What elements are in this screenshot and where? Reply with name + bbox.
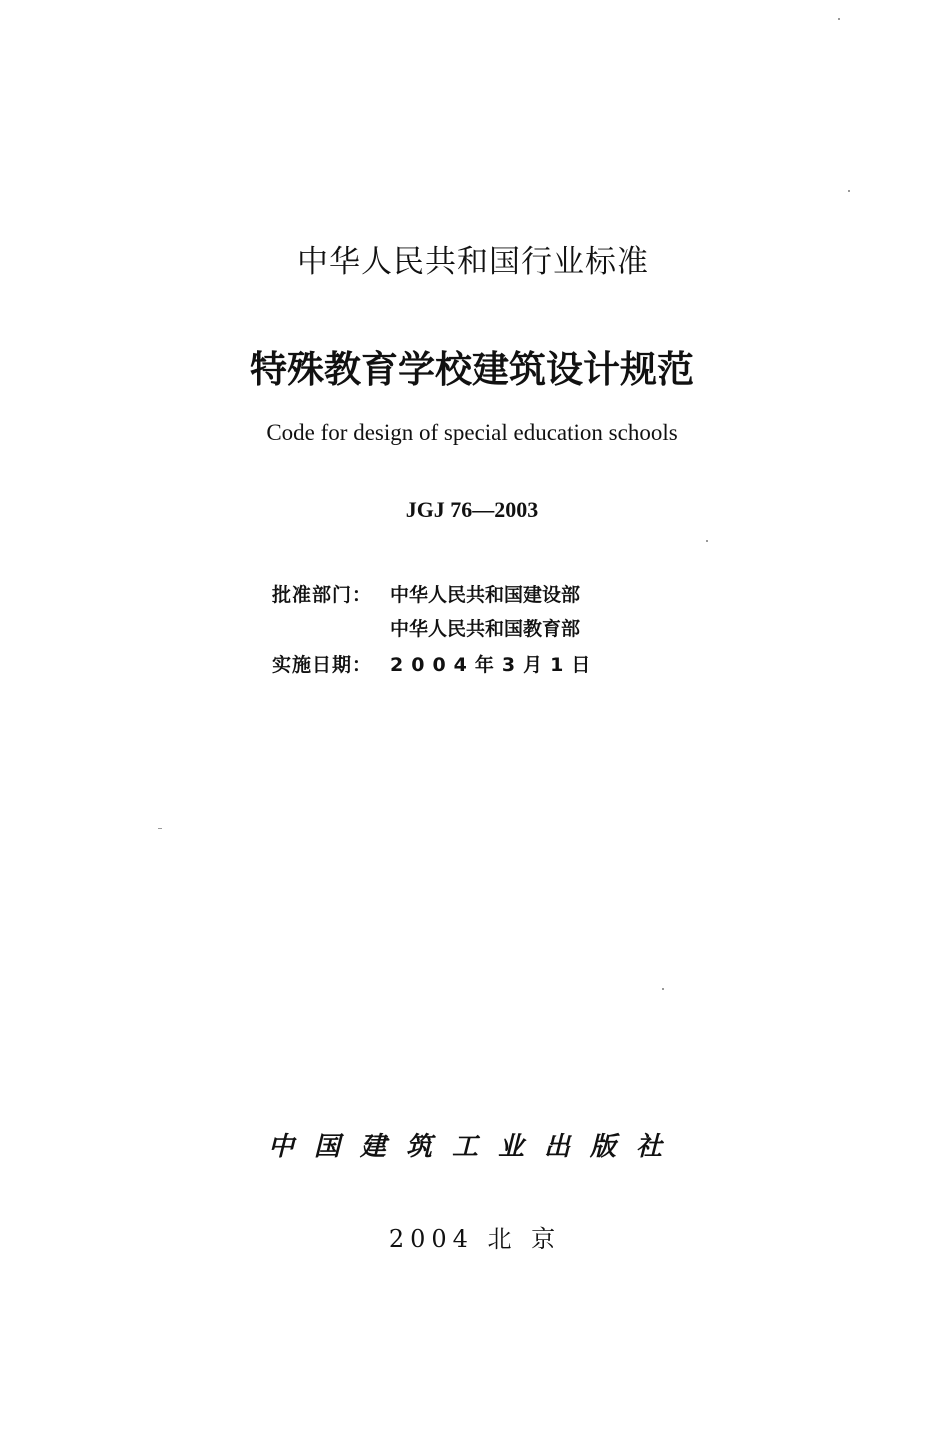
publisher-name: 中国建筑工业出版社 [267,1132,682,1162]
document-title-chinese: 特殊教育学校建筑设计规范 [250,348,694,391]
approval-row-secondary [272,614,580,641]
scan-speck [706,540,708,542]
scan-speck [848,190,850,192]
publication-year-place: 2004 北 京 [388,1225,562,1253]
scan-speck [838,18,840,20]
approval-authority-construction: 中华人民共和国建设部 [390,584,581,606]
document-title-english: Code for design of special education schools [266,420,678,445]
approval-label: 批准部门： [272,584,373,606]
approval-authority-education: 中华人民共和国教育部 [390,618,581,640]
standard-code: JGJ 76—2003 [405,497,539,522]
approval-row-primary [272,580,580,607]
standard-series-heading: 中华人民共和国行业标准 [297,244,649,280]
scan-speck [662,988,664,990]
effective-date-value: 2004年3月1日 [390,654,599,676]
effective-date-row [272,650,598,677]
effective-date-label: 实施日期： [272,654,373,676]
scan-speck [158,828,162,829]
